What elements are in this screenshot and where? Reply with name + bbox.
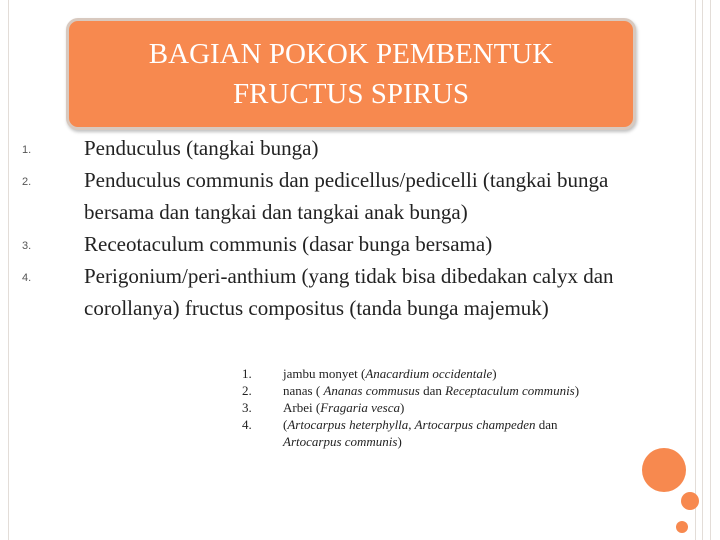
list-number: 3. xyxy=(22,240,32,252)
slide-title-box xyxy=(66,18,636,130)
example-species-name: Receptaculum communis xyxy=(445,383,575,398)
example-species-name: Anacardium occidentale xyxy=(365,366,493,381)
example-text-plain: jambu monyet ( xyxy=(283,366,366,381)
example-list-item xyxy=(232,365,582,382)
main-list-item xyxy=(22,260,642,324)
slide-title-line-1: BAGIAN POKOK PEMBENTUK xyxy=(148,38,554,70)
list-number: 2. xyxy=(242,383,252,398)
example-species-name: Ananas commusus xyxy=(323,383,420,398)
list-item-text: Receotaculum communis (dasar bunga bersama) xyxy=(84,232,493,256)
example-text-plain: ( xyxy=(283,417,288,432)
example-text-plain: ) xyxy=(399,400,405,415)
example-text-plain: nanas ( xyxy=(283,383,324,398)
decorative-circle-small xyxy=(681,492,699,510)
main-list-item xyxy=(22,228,642,260)
example-text-plain: Arbei ( xyxy=(283,400,321,415)
list-item-text: Penduculus communis dan pedicellus/pedicelli (tangkai bunga bersama dan tangkai dan tangkai anak bunga) xyxy=(84,168,609,224)
example-list xyxy=(232,365,582,450)
list-number: 2. xyxy=(22,176,32,188)
decorative-line-right-2 xyxy=(702,0,703,540)
example-species-name: Artocarpus heterphylla, Artocarpus champeden xyxy=(287,417,536,432)
example-list-item xyxy=(232,416,582,450)
decorative-line-right-3 xyxy=(710,0,711,540)
decorative-line-right-1 xyxy=(695,0,696,540)
list-item-text: Penduculus (tangkai bunga) xyxy=(84,136,319,160)
example-species-name: Artocarpus communis xyxy=(283,434,398,449)
example-list-item xyxy=(232,382,582,399)
main-list-item xyxy=(22,164,642,228)
example-list-item xyxy=(232,399,582,416)
decorative-circle-large xyxy=(642,448,686,492)
example-species-name: Fragaria vesca xyxy=(320,400,400,415)
example-text-plain: ) xyxy=(397,434,402,449)
main-list xyxy=(22,132,642,324)
list-number: 4. xyxy=(22,272,32,284)
example-text-plain: ) xyxy=(492,366,497,381)
main-list-item xyxy=(22,132,642,164)
list-item-text: Perigonium/peri-anthium (yang tidak bisa dibedakan calyx dan corollanya) fructus compositus (tanda bunga majemuk) xyxy=(84,264,614,320)
list-number: 1. xyxy=(22,144,32,156)
example-text-plain: dan xyxy=(419,383,446,398)
decorative-circle-tiny xyxy=(676,521,688,533)
list-number: 1. xyxy=(242,366,252,381)
example-text-plain: dan xyxy=(535,417,558,432)
list-number: 4. xyxy=(242,417,252,432)
list-number: 3. xyxy=(242,400,252,415)
decorative-line-left xyxy=(8,0,9,540)
slide-title-line-2: FRUCTUS SPIRUS xyxy=(232,78,470,110)
example-text-plain: ) xyxy=(574,383,580,398)
